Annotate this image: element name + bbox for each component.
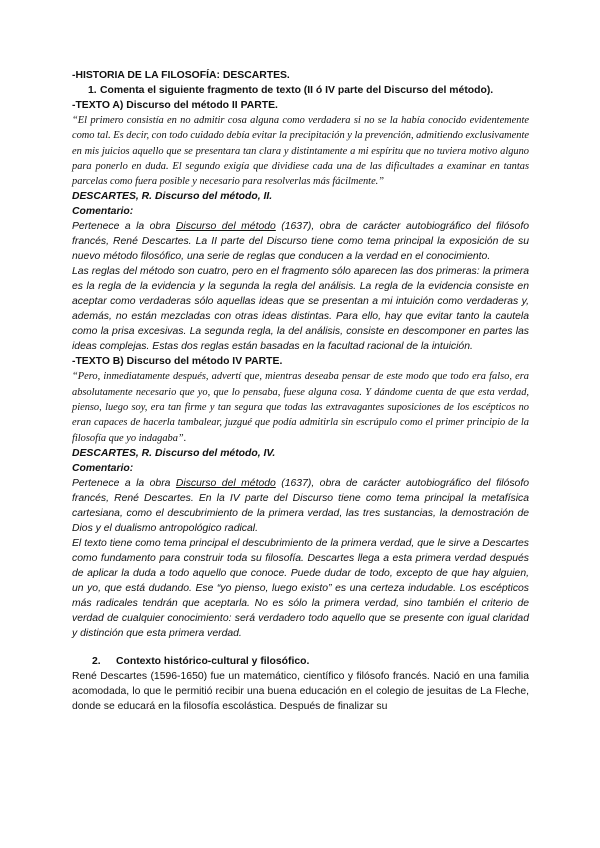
question-1-text: Comenta el siguiente fragmento de texto (II ó IV parte del Discurso del método). xyxy=(100,85,494,96)
texto-a-comentario-p2: Las reglas del método son cuatro, pero en el fragmento sólo aparecen las dos primeras: la primera es la regla de la evidencia y la segunda la regla del análisis. La regla de la evidencia consiste en aceptar como verdaderas sólo aquellas ideas que se presentan a mi intuición como verdaderas y, además, no están mezcladas con otras ideas distintas. Para ello, hay que evitar tanto la cautela como la prisa excesivas. La segunda regla, la del análisis, consiste en descomponer en partes las ideas complejas. Estas dos reglas están basadas en la facultad racional de la intuición. xyxy=(72,266,529,353)
texto-b-c1-pre: Pertenece a la obra xyxy=(72,477,176,489)
texto-a-title: -TEXTO A) Discurso del método II PARTE. xyxy=(72,100,278,111)
texto-a-source: DESCARTES, R. Discurso del método, II. xyxy=(72,191,273,203)
texto-a-c1-pre: Pertenece a la obra xyxy=(72,221,176,233)
texto-a-c1-post: (1637), obra de carácter autobiográfico del filósofo francés, René Descartes. La II parte del Discurso tiene como tema principal la exposición de su nuevo método filosófico, una serie de reglas que conducen a la verdad en el conocimiento. xyxy=(72,221,529,263)
question-1 xyxy=(72,83,529,98)
question-2-number: 2. xyxy=(92,655,101,667)
question-2-text: Contexto histórico-cultural y filosófico. xyxy=(116,655,310,667)
texto-b-comentario-p2: El texto tiene como tema principal el descubrimiento de la primera verdad, que le sirve a Descartes como fundamento para construir toda su filosofía. Descartes llega a esta primera verdad después de aplicar la duda a todo aquello que conoce. Puede dudar de todo, excepto de que hay alguien, un yo, que está dudando. Ese “yo pienso, luego existo” es una certeza indudable. Los escépticos más radicales tendrán que aceptarla. No es sólo la primera verdad, sino también el criterio de verdad de cualquier conocimiento: será verdadero todo aquello que se presente con igual claridad y distinción que esta primera verdad. xyxy=(72,537,529,639)
texto-b-comentario-label: Comentario: xyxy=(72,462,134,474)
texto-b-source: DESCARTES, R. Discurso del método, IV. xyxy=(72,447,276,459)
question-2 xyxy=(72,654,529,669)
texto-a-quote: “El primero consistía en no admitir cosa alguna como verdadera si no se la había conocido evidentemente como tal. Es decir, con todo cuidado debía evitar la precipitación y la prevención, admitiendo exclusivamente en mis juicios aquello que se presentara tan clara y distintamente a mi espíritu que no tuviera motivo alguno para ponerlo en duda. El segundo exigía que dividiese cada una de las dificultades a examinar en tantas parcelas como fuera posible y necesario para resolverlas más fácilmente.” xyxy=(72,115,529,188)
texto-b-c1-post: (1637), obra de carácter autobiográfico del filósofo francés, René Descartes. En la IV parte del Discurso tiene como tema principal la metafísica cartesiana, como el descubrimiento de la primera verdad, las tres sustancias, la demostración de Dios y el dualismo antropológico radical. xyxy=(72,477,529,534)
document-heading: -HISTORIA DE LA FILOSOFÍA: DESCARTES. xyxy=(72,70,290,81)
texto-a-work-title: Discurso del método xyxy=(175,221,276,233)
texto-b-quote: “Pero, inmediatamente después, advertí que, mientras deseaba pensar de este modo que todo era falso, era absolutamente necesario que yo, que lo pensaba, fuese alguna cosa. Y dándome cuenta de que esta verdad, pienso, luego soy, era tan firme y tan segura que todas las extravagantes suposiciones de los escépticos no eran capaces de hacerla tambalear, juzgué que podía admitirla sin escrúpulo como el primer principio de la filosofía que yo indagaba”. xyxy=(72,371,529,444)
question-1-number: 1. xyxy=(88,85,97,96)
contexto-paragraph: René Descartes (1596-1650) fue un matemático, científico y filósofo francés. Nació en una familia acomodada, lo que le permitió recibir una buena educación en el colegio de jesuitas de La Fleche, donde se educará en la filosofía escolástica. Después de finalizar su xyxy=(72,670,529,712)
document-page xyxy=(72,68,529,714)
texto-b-work-title: Discurso del método xyxy=(175,477,276,489)
section-gap xyxy=(72,641,529,654)
texto-b-title: -TEXTO B) Discurso del método IV PARTE. xyxy=(72,356,283,368)
texto-b-comentario-p1 xyxy=(72,476,529,536)
texto-a-comentario-label: Comentario: xyxy=(72,206,134,218)
texto-a-comentario-p1 xyxy=(72,219,529,264)
